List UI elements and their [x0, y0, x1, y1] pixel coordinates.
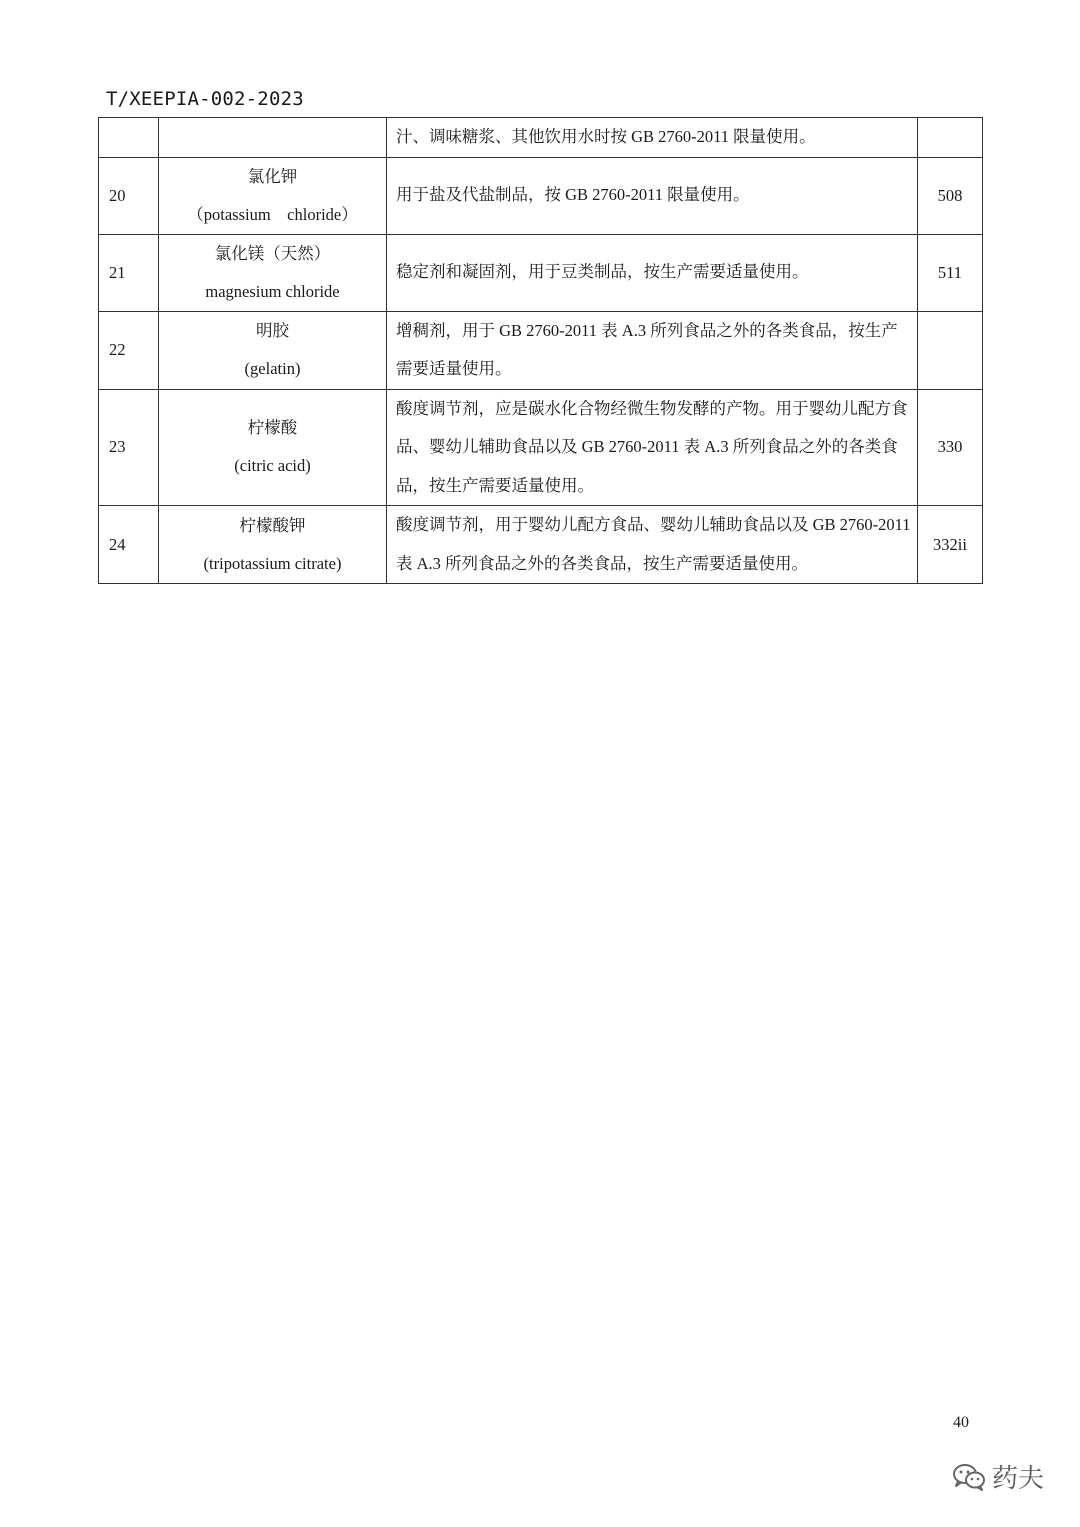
additive-name-zh: 柠檬酸 — [247, 418, 298, 438]
watermark-text: 药夫 — [992, 1464, 1045, 1494]
additive-name — [159, 311, 387, 389]
usage-description: 酸度调节剂，用于婴幼儿配方食品、婴幼儿辅助食品以及 GB 2760-2011 表 A.3 所列食品之外的各类食品，按生产需要适量使用。 — [387, 506, 918, 584]
row-number: 21 — [99, 234, 159, 311]
ins-number — [918, 118, 983, 158]
additive-name-en: (gelatin) — [244, 359, 301, 378]
row-number — [99, 118, 159, 158]
usage-description: 汁、调味糖浆、其他饮用水时按 GB 2760-2011 限量使用。 — [387, 118, 918, 158]
table-row — [99, 311, 983, 389]
additive-name — [159, 118, 387, 158]
usage-description: 用于盐及代盐制品，按 GB 2760-2011 限量使用。 — [387, 157, 918, 234]
ins-number: 508 — [918, 157, 983, 234]
additive-name-en: magnesium chloride — [205, 281, 340, 301]
additive-name-zh: 氯化钾 — [247, 166, 298, 186]
table-row — [99, 118, 983, 158]
watermark — [952, 1458, 1044, 1495]
additive-name — [159, 234, 387, 311]
additive-name-en: (tripotassium citrate) — [203, 553, 342, 573]
row-number: 20 — [99, 157, 159, 234]
additive-name-zh: 明胶 — [256, 321, 289, 340]
usage-description: 增稠剂，用于 GB 2760-2011 表 A.3 所列食品之外的各类食品，按生产需要适量使用。 — [387, 311, 918, 389]
standard-code: T/XEEPIA-002-2023 — [106, 88, 304, 110]
table-row — [99, 234, 983, 311]
additive-name — [159, 506, 387, 584]
ins-number: 330 — [918, 389, 983, 506]
ins-number: 332ii — [918, 506, 983, 584]
row-number: 22 — [99, 311, 159, 389]
additive-name — [159, 389, 387, 506]
additive-name — [159, 157, 387, 234]
ins-number: 511 — [918, 234, 983, 311]
wechat-icon — [952, 1463, 986, 1491]
row-number: 23 — [99, 389, 159, 506]
table-row — [99, 389, 983, 506]
additive-name-en: (citric acid) — [234, 456, 311, 476]
additive-name-zh: 氯化镁（天然） — [214, 243, 331, 263]
ins-number — [918, 311, 983, 389]
additive-name-en: （potassium chloride） — [187, 204, 358, 224]
additives-table — [98, 117, 983, 584]
table-row — [99, 506, 983, 584]
table-row — [99, 157, 983, 234]
page-number: 40 — [953, 1414, 969, 1431]
additive-name-zh: 柠檬酸钾 — [239, 515, 306, 535]
row-number: 24 — [99, 506, 159, 584]
usage-description: 稳定剂和凝固剂，用于豆类制品，按生产需要适量使用。 — [387, 234, 918, 311]
usage-description: 酸度调节剂，应是碳水化合物经微生物发酵的产物。用于婴幼儿配方食品、婴幼儿辅助食品以及 GB 2760-2011 表 A.3 所列食品之外的各类食品，按生产需要适量使用。 — [387, 389, 918, 506]
